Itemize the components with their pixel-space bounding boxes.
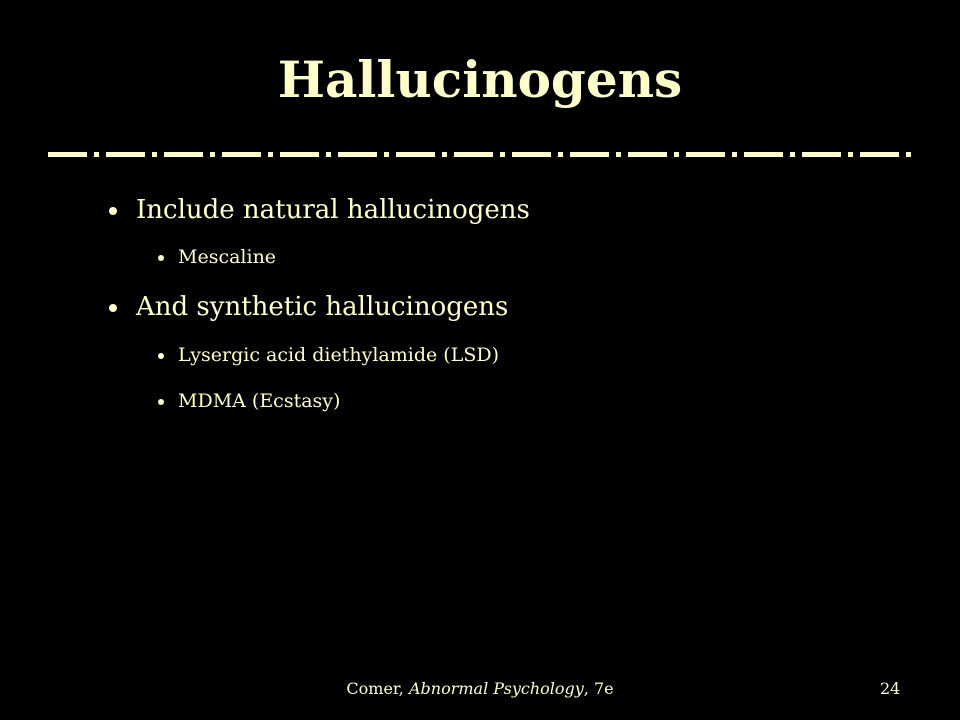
page-number: 24 (880, 679, 901, 698)
divider-dash (106, 152, 145, 157)
divider-dash (222, 152, 261, 157)
sub-bullet-item (178, 246, 276, 268)
divider-dash (338, 152, 377, 157)
bullet-text: And synthetic hallucinogens (136, 292, 509, 322)
divider-dash (744, 152, 783, 157)
bullet-text: Lysergic acid diethylamide (LSD) (178, 344, 499, 366)
divider-dash (164, 152, 203, 157)
bullet-dot-icon (158, 353, 164, 359)
divider-dot (210, 152, 215, 157)
divider-dash (48, 152, 87, 157)
divider-dash (396, 152, 435, 157)
divider-dot (616, 152, 621, 157)
sub-bullet-item (178, 390, 340, 412)
sub-bullet-item (178, 344, 499, 366)
divider-dot (848, 152, 853, 157)
bullet-item (136, 292, 508, 322)
divider-dot (94, 152, 99, 157)
footer-edition: , 7e (583, 679, 614, 698)
divider-dash (512, 152, 551, 157)
divider-dot (906, 152, 911, 157)
divider-dot (152, 152, 157, 157)
bullet-item (136, 195, 530, 225)
slide-title: Hallucinogens (277, 50, 683, 109)
divider-dash (280, 152, 319, 157)
divider-dot (442, 152, 447, 157)
bullet-text: Mescaline (178, 246, 277, 268)
divider-dash (802, 152, 841, 157)
bullet-text: MDMA (Ecstasy) (178, 390, 341, 412)
divider-dot (732, 152, 737, 157)
footer-book-title: Abnormal Psychology (408, 679, 584, 698)
bullet-dot-icon (109, 207, 117, 215)
divider-dot (326, 152, 331, 157)
footer-author: Comer, (346, 679, 409, 698)
divider-dot (268, 152, 273, 157)
divider-dash (860, 152, 899, 157)
divider-dot (558, 152, 563, 157)
divider-dash (686, 152, 725, 157)
slide-footer (0, 679, 960, 698)
divider-dot (790, 152, 795, 157)
divider-dot (674, 152, 679, 157)
bullet-dot-icon (109, 304, 117, 312)
divider-dot (384, 152, 389, 157)
divider-dash (454, 152, 493, 157)
bullet-text: Include natural hallucinogens (136, 195, 530, 225)
divider-dot (500, 152, 505, 157)
divider-dash (628, 152, 667, 157)
divider-dash (570, 152, 609, 157)
bullet-dot-icon (158, 399, 164, 405)
title-divider (48, 149, 912, 161)
bullet-dot-icon (158, 255, 164, 261)
